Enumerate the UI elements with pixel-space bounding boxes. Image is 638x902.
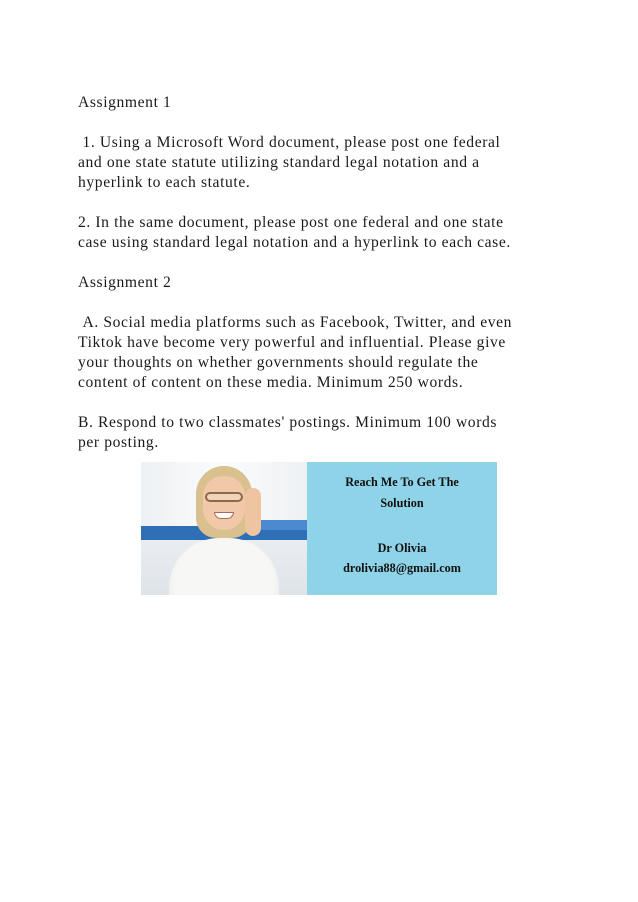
contact-panel (307, 462, 497, 595)
heading-assignment-2: Assignment 2 (78, 274, 172, 291)
document-body (78, 93, 578, 453)
banner-headline: Reach Me To Get The (345, 475, 459, 489)
heading-assignment-1: Assignment 1 (78, 94, 172, 111)
promo-banner (141, 462, 497, 595)
photo-face (203, 476, 245, 530)
photo-decor (261, 520, 307, 530)
photo-hand (245, 488, 261, 536)
assignment-2-item-b: B. Respond to two classmates' postings. Minimum 100 words per posting. (78, 414, 498, 451)
contact-name: Dr Olivia (377, 541, 427, 555)
banner-subheadline: Solution (380, 496, 424, 510)
woman-photo (141, 462, 307, 595)
photo-blouse (169, 538, 279, 595)
glasses-icon (205, 492, 243, 502)
assignment-2-item-a: A. Social media platforms such as Facebook, Twitter, and even Tiktok have become very powerful and influential. Please give your thoughts on whether governments should regulate the content of content on these media. Minimum 250 words. (78, 314, 513, 391)
assignment-1-item-1: 1. Using a Microsoft Word document, please post one federal and one state statute utilizing standard legal notation and a hyperlink to each statute. (78, 134, 501, 191)
contact-email: drolivia88@gmail.com (343, 561, 461, 575)
assignment-1-item-2: 2. In the same document, please post one federal and one state case using standard legal notation and a hyperlink to each case. (78, 214, 511, 251)
